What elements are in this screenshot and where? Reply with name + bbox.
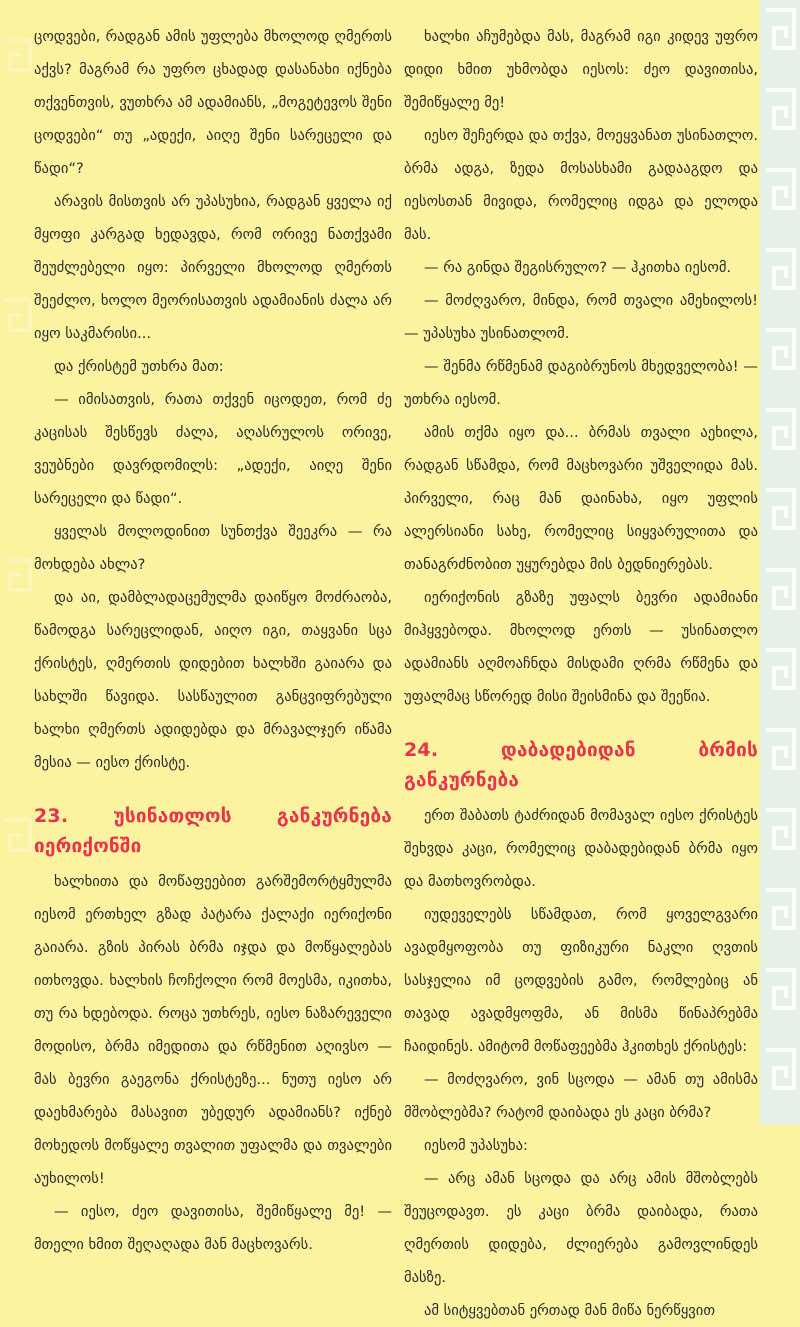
meander-ornament-icon (0, 0, 34, 1125)
paragraph: იესომ უპასუხა: (424, 1137, 528, 1154)
paragraph: ხალხი აჩუმებდა მას, მაგრამ იგი კიდევ უფრო დიდი ხმით უხმობდა იესოს: ძეო დავითისა, შემიწყალე მე! (404, 28, 758, 111)
paragraph: — რა გინდა შეგისრულო? — ჰკითხა იესომ. (424, 259, 732, 276)
paragraph: ერთ შაბათს ტაძრიდან მომავალ იესო ქრისტეს შეხვდა კაცი, რომელიც დაბადებიდან ბრმა იყო და მათხოვრობდა. (404, 807, 758, 890)
paragraph: — არც ამან სცოდა და არც ამის მშობლებს შეუცოდავთ. ეს კაცი ბრმა დაიბადა, რათა ღმერთის დიდება, ძლიერება გამოვლინდეს მასზე. (404, 1170, 758, 1286)
paragraph: ამ სიტყვებთან ერთად მან მიწა ნერწყვით (424, 1302, 716, 1319)
paragraph: ყველას მოლოდინით სუნთქვა შეეკრა — რა მოხდება ახლა? (34, 523, 392, 573)
left-margin-ornament (0, 0, 34, 1125)
section-heading-24: 24. დაბადებიდან ბრმის განკურნება (404, 739, 758, 791)
paragraph: — შენმა რწმენამ დაგიბრუნოს მხედველობა! — უთხრა იესომ. (404, 358, 758, 408)
paragraph: არავის მისთვის არ უპასუხია, რადგან ყველა იქ მყოფი კარგად ხედავდა, რომ ორივე ნათქვამი შეუძლებელი იყო: პირველი მხოლოდ ღმერთს შეეძლო, ხოლო მეორისათვის ადამიანის ძალა არ იყო საკმარისი... (34, 193, 392, 342)
paragraph: იუდეველებს სწამდათ, რომ ყოველგვარი ავადმყოფობა თუ ფიზიკური ნაკლი ღვთის სასჯელია იმ ცოდვების გამო, რომლებიც ან თავად ავადმყოფმა, ან მისმა წინაპრებმა ჩაიდინეს. ამიტომ მოწაფეებმა ჰკითხეს ქრისტეს: (404, 906, 758, 1055)
paragraph: ამის თქმა იყო და... ბრმას თვალი აეხილა, რადგან სწამდა, რომ მაცხოვარი უშველიდა მას. პირველი, რაც მან დაინახა, იყო უფლის ალერსიანი სახე, რომელიც სიყვარულითა და თანაგრძნობით უყურებდა მის ბედნიერებას. (404, 424, 758, 573)
paragraph: — იმისათვის, რათა თქვენ იცოდეთ, რომ ძე კაცისას შესწევს ძალა, აღასრულოს ორივე, ვეუბნები დავრდომილს: „ადექი, აიღე შენი სარეცელი და წადი“. (34, 391, 392, 507)
paragraph: და ქრისტემ უთხრა მათ: (54, 358, 224, 375)
left-column (34, 20, 392, 1261)
paragraph: — მოძღვარო, ვინ სცოდა — ამან თუ ამისმა მშობლებმა? რატომ დაიბადა ეს კაცი ბრმა? (404, 1071, 758, 1121)
meander-border-icon (760, 0, 800, 1125)
right-ornament-strip (760, 0, 800, 1125)
right-column (404, 20, 758, 1327)
paragraph: — იესო, ძეო დავითისა, შემიწყალე მე! — მთელი ხმით შეღაღადა მან მაცხოვარს. (34, 1203, 392, 1253)
paragraph: ცოდვები, რადგან ამის უფლება მხოლოდ ღმერთს აქვს? მაგრამ რა უფრო ცხადად დასანახი იქნება თქვენთვის, ვუთხრა ამ ადამიანს, „მოგეტევოს შენი ცოდვები“ თუ „ადექი, აიღე შენი სარეცელი და წადი“? (34, 28, 392, 177)
paragraph: და აი, დამბლადაცემულმა დაიწყო მოძრაობა, წამოდგა სარეცლიდან, აიღო იგი, თაყვანი სცა ქრისტეს, ღმერთის დიდებით ხალხში გაიარა და სახლში წავიდა. სასწაულით განცვიფრებული ხალხი ღმერთს ადიდებდა და მრავალჯერ იწამა მესია — იესო ქრისტე. (34, 589, 392, 771)
paragraph: ხალხითა და მოწაფეებით გარშემორტყმულმა იესომ ერთხელ გზად პატარა ქალაქი იერიქონი გაიარა. გზის პირას ბრმა იჯდა და მოწყალებას ითხოვდა. ხალხის ჩოჩქოლი რომ მოესმა, იკითხა, თუ რა ხდებოდა. როცა უთხრეს, იესო ნაზარეველი მოდისო, ბრმა იმედითა და რწმენით აღივსო — მას ბევრი გაეგონა ქრისტეზე... ნუთუ იესო არ დაეხმარება მასავით უბედურ ადამიანს? იქნებ მოხედოს მოწყალე თვალით უფალმა და თვალები აუხილოს! (34, 873, 392, 1187)
section-heading-23: 23. უსინათლოს განკურნება იერიქონში (34, 805, 392, 857)
paragraph: იერიქონის გზაზე უფალს ბევრი ადამიანი მიჰყვებოდა. მხოლოდ ერთს — უსინათლო ადამიანს აღმოაჩნდა მისდამი ღრმა რწმენა და უფალმაც სწორედ მისი შეისმინა და შეეწია. (404, 589, 758, 705)
paragraph: — მოძღვარო, მინდა, რომ თვალი ამეხილოს! — უპასუხა უსინათლომ. (404, 292, 758, 342)
paragraph: იესო შეჩერდა და თქვა, მოეყვანათ უსინათლო. ბრმა ადგა, ზედა მოსასხამი გადააგდო და იესოსთან მივიდა, რომელიც იდგა და ელოდა მას. (404, 127, 758, 243)
